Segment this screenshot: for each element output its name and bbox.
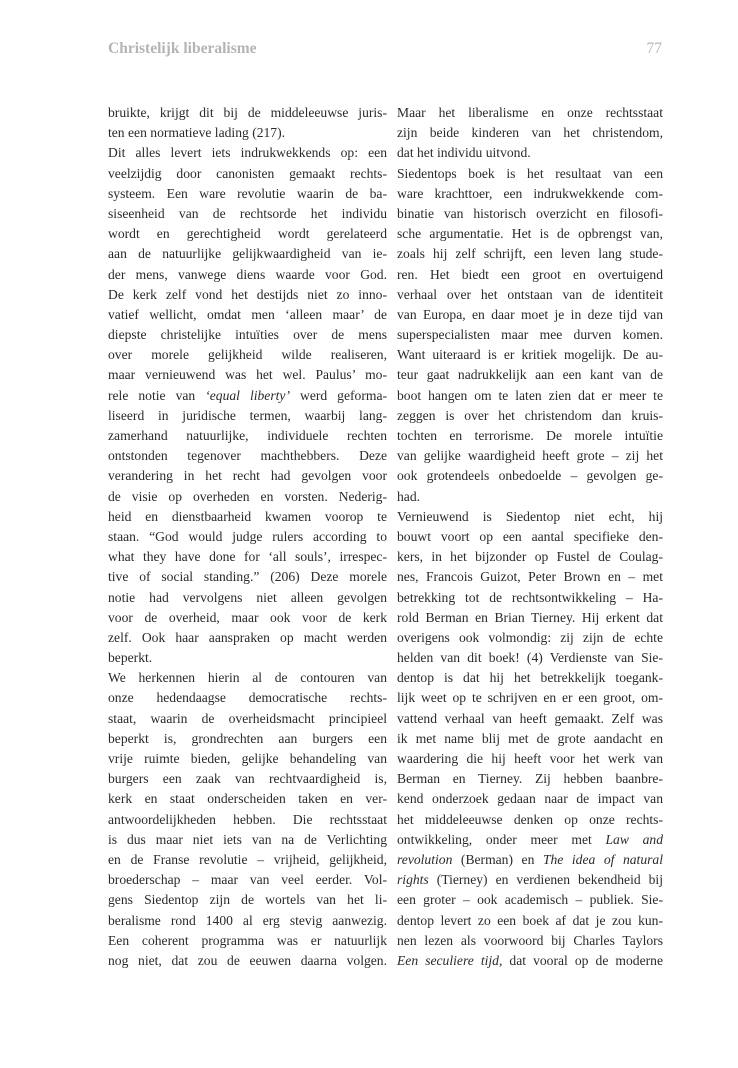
text-segment: dentop is dat hij het betrekkelijk toegank- (397, 670, 663, 686)
text-line (108, 103, 387, 123)
text-segment: de visie op overheden en vorsten. Nederig- (108, 488, 387, 504)
text-segment: aan de natuurlijke gelijkwaardigheid van ie- (108, 246, 387, 262)
text-column-left (108, 103, 387, 971)
text-line (397, 830, 663, 850)
text-line (397, 285, 663, 305)
text-line (397, 547, 663, 567)
page-number: 77 (646, 40, 662, 57)
text-segment: tochten en terrorisme. De morele intuïtie (397, 428, 663, 443)
text-line (397, 527, 663, 547)
text-segment: zoals hij zelf schrijft, een leven lang stude- (397, 246, 663, 262)
text-segment: onze hedendaagse democratische rechts- (108, 690, 387, 706)
text-line (108, 810, 387, 830)
text-line (397, 244, 663, 264)
text-line (108, 547, 387, 567)
text-line (397, 911, 663, 931)
text-line (397, 588, 663, 608)
text-segment: verandering in het recht had gevolgen voor (108, 468, 387, 484)
text-segment: wordt en gerechtigheid wordt gerelateerd (108, 226, 387, 242)
text-segment: bruikte, krijgt dit bij de middeleeuwse juris- (108, 105, 387, 120)
text-line (397, 143, 663, 163)
text-segment: voor de overheid, maar ook voor de kerk (108, 609, 387, 625)
text-line (397, 648, 663, 668)
text-segment: (Berman) en (452, 851, 543, 867)
italic-text: ‘equal liberty’ (205, 387, 290, 403)
text-line (108, 184, 387, 204)
text-segment: nog niet, dat zou de eeuwen daarna volgen. (108, 952, 387, 968)
text-line (108, 426, 387, 446)
text-segment: betrekking tot de rechtsontwikkeling – Ha- (397, 589, 663, 605)
text-segment: bouwt voort op een aantal specifieke den- (397, 528, 663, 544)
text-line (108, 406, 387, 426)
text-segment: vatief wellicht, omdat men ‘alleen maar’ de (108, 306, 387, 322)
text-segment: binatie van historisch overzicht en filosofi- (397, 205, 663, 221)
text-line (108, 890, 387, 910)
text-segment: een groter – ook academisch – publiek. Sie- (397, 892, 663, 908)
text-segment: gens Siedentop zijn de wortels van het li- (108, 892, 387, 908)
text-segment: Berman en Tierney. Zij hebben baanbre- (397, 771, 663, 787)
text-segment: Dit alles levert iets indrukwekkends op: een (108, 145, 387, 161)
text-segment: kend onderzoek gedaan naar de impact van (397, 791, 663, 807)
text-segment: dentop levert zo een boek af dat je zou kun- (397, 912, 663, 928)
text-line (397, 608, 663, 628)
text-line (397, 365, 663, 385)
text-line (397, 487, 663, 507)
text-line (108, 830, 387, 850)
text-line (108, 487, 387, 507)
running-head: Christelijk liberalisme (108, 40, 257, 57)
text-segment: beperkt is, grondrechten aan burgers een (108, 730, 387, 746)
text-segment: veelzijdig door canonisten gemaakt rechts- (108, 165, 387, 181)
text-line (397, 164, 663, 184)
text-line (397, 345, 663, 365)
text-line (108, 244, 387, 264)
text-segment: tive of social standing.” (206) Deze morele (108, 569, 387, 585)
text-line (108, 588, 387, 608)
text-segment: Siedentops boek is het resultaat van een (397, 165, 663, 181)
text-line (108, 850, 387, 870)
text-segment: is dus maar niet iets van na de Verlichting (108, 831, 387, 847)
text-segment: en de Franse revolutie – vrijheid, gelijkheid, (108, 851, 387, 867)
text-segment: heid en dienstbaarheid kwamen voorop te (108, 508, 387, 524)
text-line (397, 668, 663, 688)
text-segment: der mens, vanwege diens waarde voor God. (108, 266, 387, 282)
text-segment: van gelijke waardigheid heeft grote – zij het (397, 448, 663, 464)
text-segment: zijn beide kinderen van het christendom, (397, 125, 663, 141)
text-line (397, 305, 663, 325)
text-segment: ten een normatieve lading (217). (108, 125, 286, 141)
text-segment: Een coherent programma was er natuurlijk (108, 932, 387, 948)
text-segment: zamerhand natuurlijke, individuele rechten (108, 428, 387, 443)
text-line (108, 446, 387, 466)
text-line (108, 911, 387, 931)
text-line (108, 143, 387, 163)
text-line (108, 224, 387, 244)
text-line (108, 204, 387, 224)
text-segment: waardering die hij heeft voor het werk van (397, 751, 663, 766)
text-line (397, 709, 663, 729)
text-segment: vrije ruimte bieden, gelijke behandeling van (108, 751, 387, 766)
text-line (108, 709, 387, 729)
text-line (108, 931, 387, 951)
text-line (397, 426, 663, 446)
text-line (108, 769, 387, 789)
text-segment: Vernieuwend is Siedentop niet echt, hij (397, 508, 663, 524)
text-line (397, 729, 663, 749)
italic-text: Een seculiere tijd (397, 952, 499, 968)
text-line (397, 507, 663, 527)
text-line (397, 769, 663, 789)
text-segment: helden van dit boek! (4) Verdienste van Sie- (397, 650, 663, 666)
text-line (108, 688, 387, 708)
text-segment: ontwikkeling, onder meer met (397, 831, 606, 847)
text-line (397, 850, 663, 870)
text-segment: vattend verhaal van heeft gemaakt. Zelf was (397, 710, 663, 726)
text-segment: nen lezen als voorwoord bij Charles Taylors (397, 932, 663, 948)
text-segment: De kerk zelf vond het destijds niet zo inno- (108, 286, 387, 302)
text-line (397, 688, 663, 708)
text-line (397, 103, 663, 123)
text-line (397, 789, 663, 809)
text-segment: liseerd in juridische termen, waarbij lang- (108, 407, 387, 423)
text-line (108, 265, 387, 285)
text-segment: over morele gelijkheid wilde realiseren, (108, 347, 387, 363)
italic-text: The idea of natural (542, 851, 663, 867)
text-column-right (397, 103, 663, 971)
text-segment: broederschap – maar van veel eerder. Vol- (108, 872, 387, 888)
text-segment: nes, Francois Guizot, Peter Brown en – met (397, 569, 663, 585)
text-segment: ook grotendeels onbedoelde – gevolgen ge- (397, 468, 663, 484)
text-line (397, 325, 663, 345)
text-segment: ik met name blij met de grote aandacht en (397, 730, 663, 746)
text-line (397, 406, 663, 426)
text-line (397, 628, 663, 648)
text-segment: what they have done for ‘all souls’, irrespec- (108, 549, 387, 565)
text-segment: systeem. Een ware revolutie waarin de ba- (108, 185, 387, 201)
text-line (108, 870, 387, 890)
text-segment: had. (397, 488, 421, 504)
text-segment: notie had vervolgens niet alleen gevolgen (108, 589, 387, 605)
text-segment: superspecialisten maar mee durven komen. (397, 327, 663, 343)
text-line (397, 224, 663, 244)
text-segment: staan. “God would judge rulers according to (108, 528, 387, 544)
text-line (108, 325, 387, 345)
text-line (397, 204, 663, 224)
text-segment: beralisme rond 1400 al erg stevig aanwezig. (108, 912, 387, 928)
text-segment: lijk weet op te schrijven en er een groot, om- (397, 690, 663, 706)
text-line (397, 446, 663, 466)
text-segment: beperkt. (108, 650, 153, 666)
italic-text: revolution (397, 851, 453, 867)
text-segment: werd geforma- (289, 387, 387, 403)
text-line (397, 466, 663, 486)
text-line (108, 668, 387, 688)
text-line (108, 365, 387, 385)
text-line (108, 527, 387, 547)
text-segment: siseenheid van de rechtsorde het individu (108, 205, 387, 221)
text-segment: kers, in het bijzonder op Fustel de Coulag- (397, 549, 663, 565)
text-segment: rold Berman en Brian Tierney. Hij erkent dat (397, 609, 663, 625)
text-segment: van Europa, en daar moet je in deze tijd van (397, 306, 663, 322)
text-segment: Want uiteraard is er kritiek mogelijk. De au- (397, 347, 663, 363)
text-segment: Maar het liberalisme en onze rechtsstaat (397, 105, 663, 120)
text-line (108, 386, 387, 406)
text-line (108, 507, 387, 527)
text-segment: het middeleeuwse denken op onze rechts- (397, 811, 663, 827)
text-line (397, 265, 663, 285)
italic-text: rights (397, 872, 429, 888)
text-line (108, 789, 387, 809)
text-segment: ren. Het biedt een groot en overtuigend (397, 266, 663, 282)
text-line (108, 567, 387, 587)
text-segment: , dat vooral op de moderne (498, 952, 663, 968)
text-segment: ontstonden tegenover machthebbers. Deze (108, 448, 387, 464)
text-segment: diepste christelijke intuïties over de mens (108, 327, 387, 343)
text-segment: verhaal over het ontstaan van de identiteit (397, 286, 663, 302)
text-line (108, 285, 387, 305)
text-segment: sche argumentatie. Het is de opbrengst van, (397, 226, 663, 242)
text-line (397, 749, 663, 769)
text-line (397, 567, 663, 587)
text-line (108, 123, 387, 143)
text-line (108, 648, 387, 668)
text-segment: (Tierney) en verdienen bekendheid bij (428, 872, 663, 888)
text-line (108, 164, 387, 184)
text-segment: teur gaat nadrukkelijk aan een kant van de (397, 367, 663, 383)
text-line (108, 628, 387, 648)
text-line (397, 951, 663, 971)
text-line (108, 466, 387, 486)
text-segment: We herkennen hierin al de contouren van (108, 670, 387, 686)
text-segment: kerk en staat onderscheiden taken en ver- (108, 791, 387, 807)
text-segment: boot hangen om te laten zien dat er meer te (397, 387, 663, 403)
italic-text: Law and (605, 831, 664, 847)
text-line (108, 305, 387, 325)
text-line (397, 931, 663, 951)
text-segment: dat het individu uitvond. (397, 145, 531, 161)
text-line (397, 184, 663, 204)
text-segment: zeggen is over het christendom dan kruis- (397, 407, 663, 423)
text-line (397, 810, 663, 830)
text-line (397, 123, 663, 143)
text-segment: ware krachttoer, een indrukwekkende com- (397, 185, 663, 201)
text-line (108, 729, 387, 749)
text-segment: rele notie van (108, 387, 206, 403)
text-segment: overigens ook volmondig: zij zijn de echte (397, 629, 663, 645)
text-line (108, 345, 387, 365)
text-segment: zelf. Ook haar aanspraken op macht werden (108, 629, 387, 645)
text-line (108, 749, 387, 769)
text-line (397, 890, 663, 910)
text-segment: maar vernieuwend was het wel. Paulus’ mo- (108, 367, 387, 383)
text-line (397, 386, 663, 406)
text-segment: staat, waarin de overheidsmacht principieel (108, 710, 387, 726)
text-line (108, 608, 387, 628)
text-line (108, 951, 387, 971)
text-line (397, 870, 663, 890)
text-segment: burgers een zaak van rechtvaardigheid is, (108, 771, 387, 787)
text-segment: antwoordelijkheden hebben. Die rechtsstaat (108, 811, 387, 827)
